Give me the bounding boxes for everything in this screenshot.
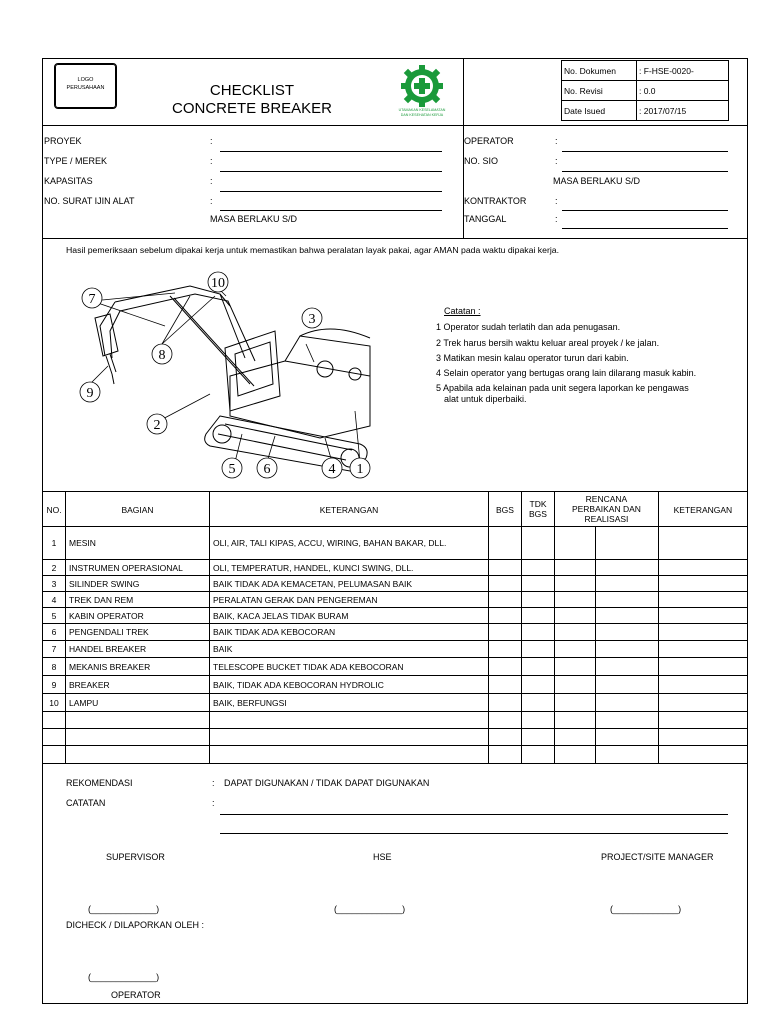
- row-tdk-bgs-cell[interactable]: [522, 608, 555, 624]
- row-rencana-perbaikan-cell[interactable]: [555, 712, 596, 729]
- row-keterangan: BAIK, KACA JELAS TIDAK BURAM: [210, 608, 489, 624]
- table-row: [43, 694, 748, 712]
- rekomendasi-label: REKOMENDASI: [66, 778, 133, 788]
- kontraktor-label: KONTRAKTOR: [464, 196, 527, 206]
- row-keterangan: TELESCOPE BUCKET TIDAK ADA KEBOCORAN: [210, 658, 489, 676]
- row-bagian: BREAKER: [66, 676, 210, 694]
- row-rencana-perbaikan-cell[interactable]: [555, 746, 596, 764]
- row-keterangan: [210, 746, 489, 764]
- row-keterangan: PERALATAN GERAK DAN PENGEREMAN: [210, 592, 489, 608]
- table-row: [43, 658, 748, 676]
- table-row: [43, 676, 748, 694]
- row-tdk-bgs-cell[interactable]: [522, 712, 555, 729]
- row-rencana-perbaikan-cell[interactable]: [555, 576, 596, 592]
- row-no: 3: [43, 576, 66, 592]
- row-bgs-cell[interactable]: [489, 712, 522, 729]
- diagram-label-9: 9: [86, 386, 94, 401]
- table-row: [43, 576, 748, 592]
- type-merek-field[interactable]: [220, 171, 442, 172]
- colon: :: [555, 214, 558, 224]
- col-tdk-bgs-header: TDK BGS: [522, 492, 555, 527]
- colon: :: [210, 176, 213, 186]
- catatan-item-3: 3 Matikan mesin kalau operator turun dari kabin.: [436, 353, 629, 363]
- row-keterangan2-cell[interactable]: [658, 746, 747, 764]
- row-bgs-cell[interactable]: [489, 729, 522, 746]
- row-keterangan: [210, 729, 489, 746]
- row-rencana-perbaikan-cell[interactable]: [555, 641, 596, 658]
- project-manager-label: PROJECT/SITE MANAGER: [601, 852, 714, 862]
- row-rencana-perbaikan-cell[interactable]: [555, 527, 596, 560]
- row-keterangan: BAIK, BERFUNGSI: [210, 694, 489, 712]
- date-issued-label: Date Isued: [562, 101, 637, 121]
- k3-caption-line2: DAN KESEHATAN KERJA: [400, 113, 444, 117]
- row-bgs-cell[interactable]: [489, 658, 522, 676]
- row-bagian: [66, 712, 210, 729]
- table-row: [43, 712, 748, 729]
- table-row: [43, 746, 748, 764]
- row-rencana-perbaikan-cell[interactable]: [555, 624, 596, 641]
- doc-number-value: : F-HSE-0020-: [637, 61, 729, 81]
- col-no-header: NO.: [43, 492, 66, 527]
- diagram-label-3: 3: [308, 312, 316, 327]
- colon: :: [212, 778, 215, 788]
- diagram-label-2: 2: [153, 418, 161, 433]
- row-tdk-bgs-cell[interactable]: [522, 527, 555, 560]
- diagram-label-1: 1: [356, 462, 364, 477]
- row-keterangan: BAIK: [210, 641, 489, 658]
- row-no: [43, 746, 66, 764]
- row-no: [43, 729, 66, 746]
- row-keterangan2-cell[interactable]: [658, 608, 747, 624]
- row-tdk-bgs-cell[interactable]: [522, 576, 555, 592]
- row-realisasi-cell[interactable]: [596, 576, 659, 592]
- kapasitas-field[interactable]: [220, 191, 442, 192]
- row-rencana-perbaikan-cell[interactable]: [555, 608, 596, 624]
- row-bagian: INSTRUMEN OPERASIONAL: [66, 560, 210, 576]
- row-bagian: KABIN OPERATOR: [66, 608, 210, 624]
- diagram-label-10: 10: [211, 276, 225, 291]
- row-no: 9: [43, 676, 66, 694]
- proyek-label: PROYEK: [44, 136, 82, 146]
- row-bagian: TREK DAN REM: [66, 592, 210, 608]
- catatan-line-1[interactable]: [220, 814, 728, 815]
- logo-text-line2: PERUSAHAAN: [66, 85, 105, 91]
- kontraktor-field[interactable]: [562, 210, 728, 211]
- kapasitas-label: KAPASITAS: [44, 176, 93, 186]
- row-keterangan2-cell[interactable]: [658, 527, 747, 560]
- revision-value: : 0.0: [637, 81, 729, 101]
- form-title-line1: CHECKLIST: [209, 82, 295, 99]
- hse-signature[interactable]: (_____________): [334, 904, 406, 914]
- row-bagian: HANDEL BREAKER: [66, 641, 210, 658]
- row-tdk-bgs-cell[interactable]: [522, 676, 555, 694]
- colon: :: [555, 156, 558, 166]
- table-row: [43, 624, 748, 641]
- surat-ijin-label: NO. SURAT IJIN ALAT: [44, 196, 135, 206]
- col-bagian-header: BAGIAN: [66, 492, 210, 527]
- row-tdk-bgs-cell[interactable]: [522, 641, 555, 658]
- doc-number-label: No. Dokumen: [562, 61, 637, 81]
- dicheck-label: DICHECK / DILAPORKAN OLEH :: [66, 920, 205, 930]
- row-realisasi-cell[interactable]: [596, 560, 659, 576]
- rekomendasi-options[interactable]: DAPAT DIGUNAKAN / TIDAK DAPAT DIGUNAKAN: [224, 778, 430, 788]
- row-no: [43, 712, 66, 729]
- row-bagian: SILINDER SWING: [66, 576, 210, 592]
- project-manager-signature[interactable]: (_____________): [610, 904, 682, 914]
- row-realisasi-cell[interactable]: [596, 729, 659, 746]
- row-tdk-bgs-cell[interactable]: [522, 729, 555, 746]
- col-rencana-header: RENCANA PERBAIKAN DAN REALISASI: [555, 492, 659, 527]
- catatan-item-2: 2 Trek harus bersih waktu keluar areal proyek / ke jalan.: [436, 338, 660, 348]
- row-bagian: PENGENDALI TREK: [66, 624, 210, 641]
- row-keterangan: OLI, TEMPERATUR, HANDEL, KUNCI SWING, DLL.: [210, 560, 489, 576]
- row-keterangan: [210, 712, 489, 729]
- info-divider: [42, 238, 748, 239]
- row-rencana-perbaikan-cell[interactable]: [555, 729, 596, 746]
- row-bgs-cell[interactable]: [489, 576, 522, 592]
- row-bgs-cell[interactable]: [489, 560, 522, 576]
- row-rencana-perbaikan-cell[interactable]: [555, 658, 596, 676]
- proyek-field[interactable]: [220, 151, 442, 152]
- row-keterangan2-cell[interactable]: [658, 694, 747, 712]
- operator-field[interactable]: [562, 151, 728, 152]
- tanggal-label: TANGGAL: [464, 214, 507, 224]
- colon: :: [555, 136, 558, 146]
- row-realisasi-cell[interactable]: [596, 712, 659, 729]
- row-no: 10: [43, 694, 66, 712]
- diagram-label-8: 8: [158, 348, 166, 363]
- no-sio-field[interactable]: [562, 171, 728, 172]
- catatan-item-5-cont: alat untuk diperbaiki.: [444, 394, 527, 404]
- row-keterangan2-cell[interactable]: [658, 676, 747, 694]
- row-bgs-cell[interactable]: [489, 676, 522, 694]
- header-center-divider: [463, 58, 464, 238]
- table-row: [43, 527, 748, 560]
- row-no: 2: [43, 560, 66, 576]
- row-realisasi-cell[interactable]: [596, 694, 659, 712]
- operator-label: OPERATOR: [464, 136, 514, 146]
- row-keterangan2-cell[interactable]: [658, 560, 747, 576]
- k3-caption-line1: UTAMAKAN KESELAMATAN: [398, 108, 446, 112]
- row-keterangan: BAIK TIDAK ADA KEMACETAN, PELUMASAN BAIK: [210, 576, 489, 592]
- type-merek-label: TYPE / MEREK: [44, 156, 108, 166]
- row-bagian: MEKANIS BREAKER: [66, 658, 210, 676]
- row-realisasi-cell[interactable]: [596, 608, 659, 624]
- colon: :: [210, 156, 213, 166]
- row-rencana-perbaikan-cell[interactable]: [555, 694, 596, 712]
- table-row: [43, 608, 748, 624]
- row-tdk-bgs-cell[interactable]: [522, 624, 555, 641]
- row-keterangan2-cell[interactable]: [658, 592, 747, 608]
- row-rencana-perbaikan-cell[interactable]: [555, 560, 596, 576]
- surat-ijin-field[interactable]: [220, 210, 442, 211]
- checklist-table: [42, 491, 748, 764]
- row-no: 5: [43, 608, 66, 624]
- row-no: 8: [43, 658, 66, 676]
- catatan-heading: Catatan :: [444, 306, 481, 316]
- catatan-item-5: 5 Apabila ada kelainan pada unit segera laporkan ke pengawas: [436, 383, 689, 393]
- row-keterangan2-cell[interactable]: [658, 641, 747, 658]
- row-realisasi-cell[interactable]: [596, 624, 659, 641]
- catatan-item-4: 4 Selain operator yang bertugas orang lain dilarang masuk kabin.: [436, 368, 697, 378]
- row-tdk-bgs-cell[interactable]: [522, 592, 555, 608]
- row-bgs-cell[interactable]: [489, 694, 522, 712]
- row-realisasi-cell[interactable]: [596, 592, 659, 608]
- row-bgs-cell[interactable]: [489, 624, 522, 641]
- date-issued-value: : 2017/07/15: [637, 101, 729, 121]
- row-rencana-perbaikan-cell[interactable]: [555, 676, 596, 694]
- table-row: [43, 560, 748, 576]
- table-row: [43, 729, 748, 746]
- row-tdk-bgs-cell[interactable]: [522, 658, 555, 676]
- colon: :: [212, 798, 215, 808]
- row-realisasi-cell[interactable]: [596, 641, 659, 658]
- intro-text: Hasil pemeriksaan sebelum dipakai kerja untuk memastikan bahwa peralatan layak pakai, agar AMAN pada waktu dipakai kerja.: [66, 245, 560, 255]
- row-bgs-cell[interactable]: [489, 641, 522, 658]
- no-sio-label: NO. SIO: [464, 156, 499, 166]
- header-divider: [42, 125, 748, 126]
- row-no: 6: [43, 624, 66, 641]
- row-bagian: LAMPU: [66, 694, 210, 712]
- table-row: [43, 592, 748, 608]
- row-tdk-bgs-cell[interactable]: [522, 746, 555, 764]
- company-logo-placeholder: [54, 63, 117, 109]
- row-keterangan: BAIK TIDAK ADA KEBOCORAN: [210, 624, 489, 641]
- row-keterangan2-cell[interactable]: [658, 576, 747, 592]
- row-tdk-bgs-cell[interactable]: [522, 694, 555, 712]
- colon: :: [210, 136, 213, 146]
- colon: :: [555, 196, 558, 206]
- row-rencana-perbaikan-cell[interactable]: [555, 592, 596, 608]
- catatan-footer-label: CATATAN: [66, 798, 106, 808]
- hse-label: HSE: [373, 852, 392, 862]
- table-row: [43, 641, 748, 658]
- col-keterangan-header: KETERANGAN: [210, 492, 489, 527]
- row-tdk-bgs-cell[interactable]: [522, 560, 555, 576]
- document-info-table: [561, 60, 729, 121]
- row-keterangan2-cell[interactable]: [658, 624, 747, 641]
- row-realisasi-cell[interactable]: [596, 527, 659, 560]
- tanggal-field[interactable]: [562, 228, 728, 229]
- row-keterangan2-cell[interactable]: [658, 712, 747, 729]
- colon: :: [210, 196, 213, 206]
- logo-text-line1: LOGO: [77, 77, 94, 83]
- masa-berlaku-label-right: MASA BERLAKU S/D: [553, 176, 641, 186]
- row-keterangan: BAIK, TIDAK ADA KEBOCORAN HYDROLIC: [210, 676, 489, 694]
- catatan-item-1: 1 Operator sudah terlatih dan ada penugasan.: [436, 322, 621, 332]
- supervisor-signature[interactable]: (_____________): [88, 904, 160, 914]
- col-keterangan2-header: KETERANGAN: [658, 492, 747, 527]
- row-realisasi-cell[interactable]: [596, 658, 659, 676]
- row-bgs-cell[interactable]: [489, 746, 522, 764]
- form-title-line2: CONCRETE BREAKER: [171, 100, 333, 117]
- masa-berlaku-label-left: MASA BERLAKU S/D: [210, 214, 298, 224]
- row-no: 4: [43, 592, 66, 608]
- row-keterangan2-cell[interactable]: [658, 729, 747, 746]
- diagram-label-6: 6: [263, 462, 271, 477]
- row-bgs-cell[interactable]: [489, 527, 522, 560]
- diagram-label-7: 7: [88, 292, 96, 307]
- operator-signature[interactable]: (_____________): [88, 972, 160, 982]
- col-bgs-header: BGS: [489, 492, 522, 527]
- excavator-breaker-diagram: [70, 266, 390, 486]
- row-bgs-cell[interactable]: [489, 592, 522, 608]
- row-keterangan2-cell[interactable]: [658, 658, 747, 676]
- diagram-label-4: 4: [328, 462, 336, 477]
- supervisor-label: SUPERVISOR: [106, 852, 165, 862]
- row-bagian: [66, 729, 210, 746]
- catatan-line-2[interactable]: [220, 833, 728, 834]
- operator-signature-label: OPERATOR: [111, 990, 161, 1000]
- row-bgs-cell[interactable]: [489, 608, 522, 624]
- row-no: 7: [43, 641, 66, 658]
- diagram-label-5: 5: [228, 462, 236, 477]
- row-realisasi-cell[interactable]: [596, 746, 659, 764]
- row-keterangan: OLI, AIR, TALI KIPAS, ACCU, WIRING, BAHAN BAKAR, DLL.: [210, 527, 489, 560]
- row-no: 1: [43, 527, 66, 560]
- row-bagian: [66, 746, 210, 764]
- row-realisasi-cell[interactable]: [596, 676, 659, 694]
- row-bagian: MESIN: [66, 527, 210, 560]
- revision-label: No. Revisi: [562, 81, 637, 101]
